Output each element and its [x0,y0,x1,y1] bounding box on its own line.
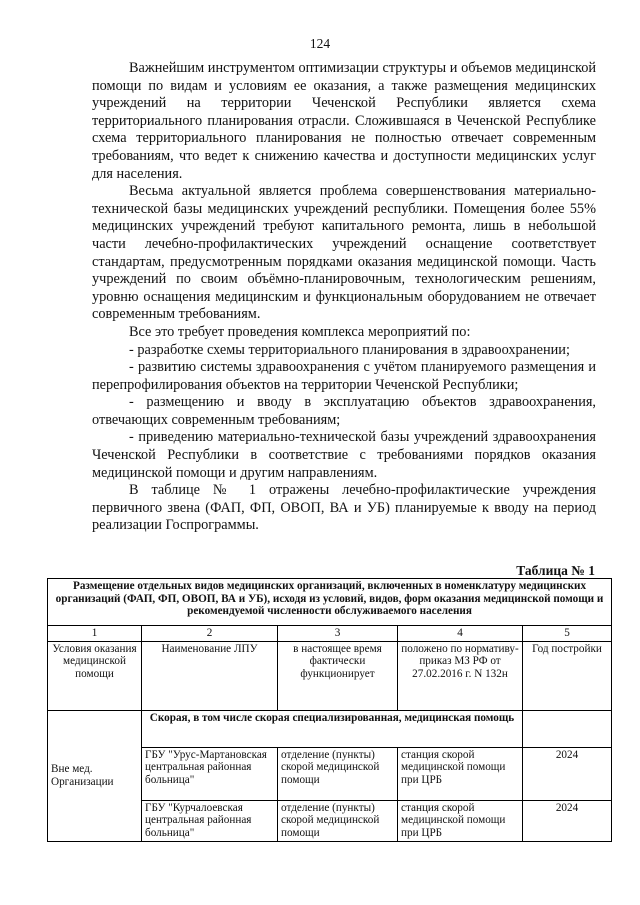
measure-item-development: - развитию системы здравоохранения с учётом планируемого размещения и перепрофилирования объектов на территории Чеченской Республики; [92,359,596,393]
table-title-row [48,579,612,626]
header-year-built: Год постройки [523,641,612,710]
facilities-table [47,578,612,842]
paragraph-measures-intro: Все это требует проведения комплекса мероприятий по: [129,323,471,340]
year-built: 2024 [523,800,612,841]
year-built: 2024 [523,747,612,800]
page-number: 124 [309,36,331,51]
column-number: 4 [398,626,523,642]
header-currently-functions: в настоящее время фактически функционирует [278,641,398,710]
table-title: Размещение отдельных видов медицинских организаций, включенных в номенклатуру медицинских организаций (ФАП, ФП, ОВОП, ВА и УБ), исходя из условий, видов, форм оказания медицинской помощи и рекомендуемой численности обслуживаемого населения [48,579,612,626]
current-unit: отделение (пункты) скорой медицинской помощи [278,747,398,800]
section-heading: Скорая, в том числе скорая специализированная, медицинская помощь [142,710,523,747]
header-institution-name: Наименование ЛПУ [142,641,278,710]
norm-unit: станция скорой медицинской помощи при ЦРБ [398,800,523,841]
section-row [48,710,612,747]
institution-name: ГБУ "Курчалоевская центральная районная больница" [142,800,278,841]
measure-item-scheme: - разработке схемы территориального планирования в здравоохранении; [129,341,570,358]
condition-cell: Вне мед. Организации [48,710,142,841]
column-number: 2 [142,626,278,642]
body-text [92,60,596,535]
header-conditions: Условия оказания медицинской помощи [48,641,142,710]
column-number: 3 [278,626,398,642]
column-number: 5 [523,626,612,642]
column-number-row [48,626,612,642]
measure-item-material-base: - приведению материально-технической базы учреждений здравоохранения Чеченской Республики в соответствие с требованиями порядков оказания медицинской помощи и другим направлениям. [92,429,596,481]
paragraph-material-base: Весьма актуальной является проблема совершенствования материально-технической базы медицинских учреждений республики. Помещения более 55% медицинских учреждений требуют капитального ремонта, лишь в небольшой части лечебно-профилактических учреждений оснащение соответствует стандартам, предусмотренным порядками оказания медицинской помощи. Часть учреждений по своим объёмно-планировочным, технологическим решениям, уровню оснащения медицинским и функциональным оборудованием не отвечает современным требованиям. [92,183,596,323]
current-unit: отделение (пункты) скорой медицинской помощи [278,800,398,841]
paragraph-planning-scheme: Важнейшим инструментом оптимизации структуры и объемов медицинской помощи по видам и условиям ее оказания, а также размещения медицинских учреждений на территории Чеченской Республики является схема территориального планирования отрасли. Сложившаяся в Чеченской Республике схема территориального планирования не полностью отвечает современным требованиям, что ведет к снижению качества и доступности медицинских услуг для населения. [92,60,596,182]
institution-name: ГБУ "Урус-Мартановская центральная районная больница" [142,747,278,800]
table-caption: Таблица № 1 [516,563,595,578]
norm-unit: станция скорой медицинской помощи при ЦРБ [398,747,523,800]
section-empty-cell [523,710,612,747]
paragraph-table-reference: В таблице № 1 отражены лечебно-профилактические учреждения первичного звена (ФАП, ФП, ОВОП, ВА и УБ) планируемые к вводу на период реализации Госпрограммы. [92,482,596,534]
header-row [48,641,612,710]
header-norm: положено по нормативу- приказ МЗ РФ от 27.02.2016 г. N 132н [398,641,523,710]
measure-item-commissioning: - размещению и вводу в эксплуатацию объектов здравоохранения, отвечающих современным требованиям; [92,394,596,428]
column-number: 1 [48,626,142,642]
